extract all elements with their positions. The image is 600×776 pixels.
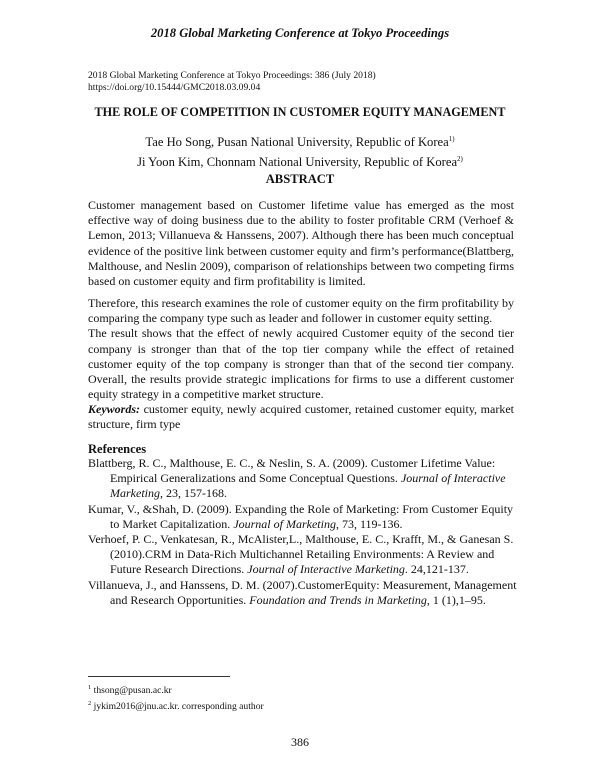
keywords-text: customer equity, newly acquired customer, retained customer equity, market structure, firm type <box>88 402 514 432</box>
reference-journal: Journal of Interactive Marketing <box>110 471 506 501</box>
reference-details: , 23, 157-168. <box>160 486 227 501</box>
footnote-mark: 1 <box>88 684 92 691</box>
author-2-mark: 2) <box>457 155 463 163</box>
reference-text: Blattberg, R. C., Malthouse, E. C., & Neslin, S. A. (2009). Customer Lifetime Value: Empirical Generalizations and Some Conceptual Questions. <box>88 456 496 486</box>
reference-details: . 24,121-137. <box>404 562 469 577</box>
reference-text: Verhoef, P. C., Venkatesan, R., McAlister,L., Malthouse, E. C., Krafft, M., & Ganesan S. (2010).CRM in Data-Rich Multichannel Retailing Environments: A Review and Future Research Directions. <box>88 532 514 577</box>
page-number: 386 <box>291 735 309 749</box>
footnote-mark: 2 <box>88 700 92 707</box>
keywords-label: Keywords: <box>88 402 140 416</box>
author-1: Tae Ho Song, Pusan National University, Republic of Korea <box>145 135 449 149</box>
citation-line: 2018 Global Marketing Conference at Tokyo Proceedings: 386 (July 2018) <box>88 70 376 81</box>
reference-item <box>88 578 518 608</box>
abstract-text-2a: Therefore, this research examines the role of customer equity on the firm profitability by comparing the company type such as leader and follower in customer equity setting. <box>88 296 514 326</box>
footnote-text: thsong@pusan.ac.kr <box>91 685 172 696</box>
references-heading: References <box>88 442 147 456</box>
author-list <box>60 131 540 171</box>
footnotes <box>88 681 264 713</box>
reference-journal: Journal of Marketing <box>233 516 336 531</box>
reference-journal: Foundation and Trends in Marketing <box>249 592 427 607</box>
reference-details: , 1 (1),1–95. <box>426 592 486 607</box>
abstract-text-2b: The result shows that the effect of newly acquired Customer equity of the second tier company is stronger than that of the top tier company while the effect of retained customer equity of the top company is stronger than that of the second tier company. Overall, the results provide strategic implications for firms to use a different customer equity strategy in a competitive market structure. <box>88 326 514 402</box>
running-header: 2018 Global Marketing Conference at Tokyo Proceedings <box>150 26 450 40</box>
reference-journal: Journal of Interactive Marketing <box>247 562 405 577</box>
reference-text: Villanueva, J., and Hanssens, D. M. (2007).CustomerEquity: Measurement, Management and Research Opportunities. <box>88 577 517 607</box>
author-line-2 <box>60 151 540 171</box>
reference-item <box>88 456 518 502</box>
abstract-paragraph-2 <box>88 296 514 402</box>
doi-link[interactable]: https://doi.org/10.15444/GMC2018.03.09.04 <box>88 82 261 93</box>
citation-meta <box>88 70 376 94</box>
reference-text: Kumar, V., &Shah, D. (2009). Expanding the Role of Marketing: From Customer Equity to Market Capitalization. <box>88 501 514 531</box>
abstract-heading: ABSTRACT <box>265 172 335 186</box>
reference-item <box>88 532 518 578</box>
paper-title: THE ROLE OF COMPETITION IN CUSTOMER EQUITY MANAGEMENT <box>94 105 506 119</box>
keywords-block <box>88 402 514 432</box>
abstract-text-1: Customer management based on Customer lifetime value has emerged as the most effective way of doing business due to the ability to foster profitable CRM (Verhoef & Lemon, 2013; Villanueva & Hanssens, 2007). Although there has been much conceptual evidence of the positive link between customer equity and firm’s performance(Blattberg, Malthouse, and Neslin 2009), comparison of relationships between two competing firms based on customer equity and firm profitability is limited. <box>88 198 514 289</box>
footnote-2 <box>88 697 264 713</box>
abstract-paragraph-1 <box>88 198 514 289</box>
footnote-divider <box>88 676 230 677</box>
author-2: Ji Yoon Kim, Chonnam National University, Republic of Korea <box>137 155 458 169</box>
reference-details: , 73, 119-136. <box>335 516 403 531</box>
footnote-1 <box>88 681 264 697</box>
footnote-text: jykim2016@jnu.ac.kr. corresponding author <box>91 701 264 712</box>
references-list <box>88 456 518 608</box>
author-line-1 <box>60 131 540 151</box>
reference-item <box>88 502 518 532</box>
author-1-mark: 1) <box>448 135 455 143</box>
